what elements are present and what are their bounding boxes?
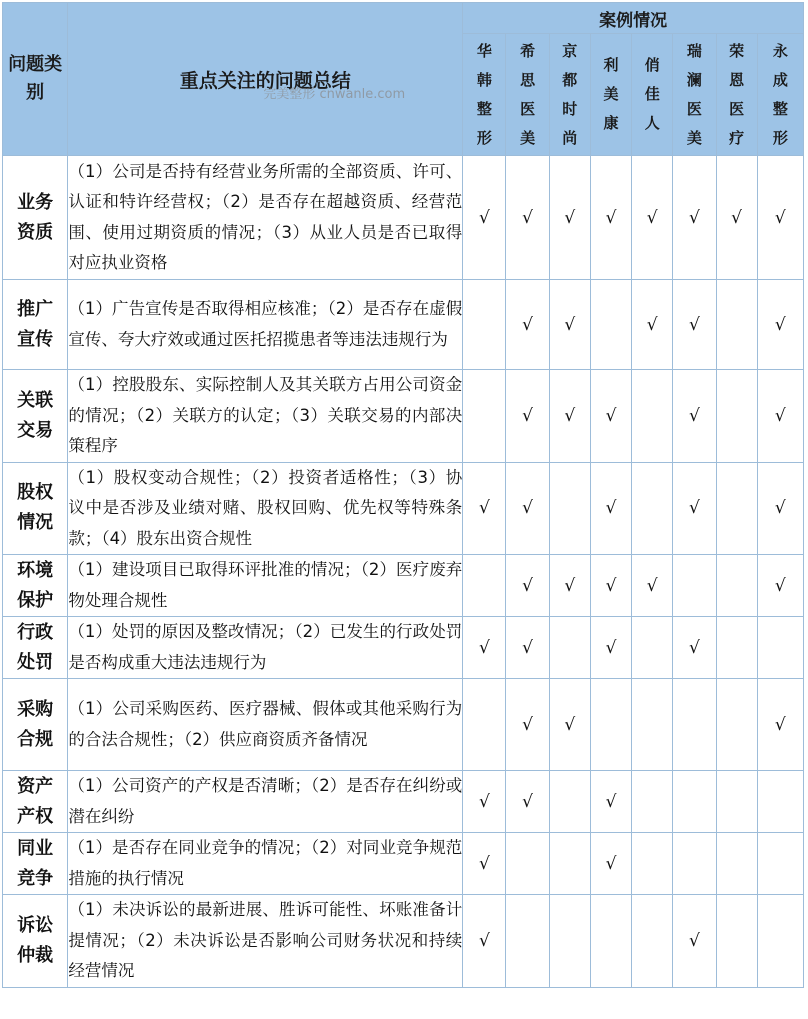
row-category: 诉讼 仲裁 <box>3 895 68 988</box>
row-category: 关联 交易 <box>3 370 68 463</box>
empty-cell <box>632 895 673 988</box>
check-mark: √ <box>506 771 549 833</box>
empty-cell <box>463 370 506 463</box>
check-mark: √ <box>757 156 803 280</box>
row-category: 推广 宣传 <box>3 280 68 370</box>
check-mark: √ <box>673 462 716 555</box>
row-summary: （1）公司是否持有经营业务所需的全部资质、许可、认证和特许经营权；（2）是否存在超越资质、经营范围、使用过期资质的情况；（3）从业人员是否已取得对应执业资格 <box>68 156 463 280</box>
case-summary-table <box>2 2 804 988</box>
table-row <box>3 679 804 771</box>
empty-cell <box>632 679 673 771</box>
check-mark: √ <box>506 555 549 617</box>
check-mark: √ <box>590 771 631 833</box>
company-header: 华 韩 整 形 <box>463 34 506 156</box>
empty-cell <box>716 462 757 555</box>
empty-cell <box>506 895 549 988</box>
empty-cell <box>716 617 757 679</box>
empty-cell <box>549 462 590 555</box>
empty-cell <box>549 771 590 833</box>
empty-cell <box>632 462 673 555</box>
empty-cell <box>757 617 803 679</box>
category-column-header: 问题类别 <box>3 3 68 156</box>
empty-cell <box>549 895 590 988</box>
check-mark: √ <box>549 555 590 617</box>
check-mark: √ <box>506 370 549 463</box>
empty-cell <box>716 280 757 370</box>
check-mark: √ <box>590 156 631 280</box>
check-mark: √ <box>590 617 631 679</box>
company-header: 俏 佳 人 <box>632 34 673 156</box>
table-row <box>3 156 804 280</box>
empty-cell <box>463 679 506 771</box>
company-header: 永 成 整 形 <box>757 34 803 156</box>
check-mark: √ <box>590 555 631 617</box>
table-row <box>3 370 804 463</box>
check-mark: √ <box>463 462 506 555</box>
check-mark: √ <box>463 895 506 988</box>
empty-cell <box>716 679 757 771</box>
row-summary: （1）建设项目已取得环评批准的情况；（2）医疗废弃物处理合规性 <box>68 555 463 617</box>
row-category: 资产 产权 <box>3 771 68 833</box>
check-mark: √ <box>590 370 631 463</box>
check-mark: √ <box>463 156 506 280</box>
row-category: 同业 竞争 <box>3 833 68 895</box>
row-summary: （1）处罚的原因及整改情况；（2）已发生的行政处罚是否构成重大违法违规行为 <box>68 617 463 679</box>
empty-cell <box>590 679 631 771</box>
empty-cell <box>463 280 506 370</box>
check-mark: √ <box>673 280 716 370</box>
check-mark: √ <box>506 156 549 280</box>
empty-cell <box>632 833 673 895</box>
empty-cell <box>716 895 757 988</box>
row-category: 股权 情况 <box>3 462 68 555</box>
table-row <box>3 833 804 895</box>
empty-cell <box>673 771 716 833</box>
check-mark: √ <box>673 156 716 280</box>
check-mark: √ <box>757 370 803 463</box>
check-mark: √ <box>506 617 549 679</box>
empty-cell <box>632 370 673 463</box>
check-mark: √ <box>673 617 716 679</box>
cases-group-header: 案例情况 <box>463 3 804 34</box>
empty-cell <box>716 555 757 617</box>
empty-cell <box>506 833 549 895</box>
check-mark: √ <box>463 833 506 895</box>
check-mark: √ <box>716 156 757 280</box>
empty-cell <box>757 895 803 988</box>
check-mark: √ <box>632 555 673 617</box>
watermark: 完美整形 cnwanle.com <box>263 87 406 102</box>
row-category: 行政 处罚 <box>3 617 68 679</box>
empty-cell <box>549 833 590 895</box>
check-mark: √ <box>590 462 631 555</box>
table-row <box>3 617 804 679</box>
check-mark: √ <box>632 156 673 280</box>
empty-cell <box>757 771 803 833</box>
row-summary: （1）未决诉讼的最新进展、胜诉可能性、坏账准备计提情况；（2）未决诉讼是否影响公司财务状况和持续经营情况 <box>68 895 463 988</box>
check-mark: √ <box>549 679 590 771</box>
row-category: 业务 资质 <box>3 156 68 280</box>
empty-cell <box>632 617 673 679</box>
check-mark: √ <box>506 679 549 771</box>
row-category: 环境 保护 <box>3 555 68 617</box>
row-summary: （1）公司资产的产权是否清晰；（2）是否存在纠纷或潜在纠纷 <box>68 771 463 833</box>
empty-cell <box>716 370 757 463</box>
row-category: 采购 合规 <box>3 679 68 771</box>
empty-cell <box>716 833 757 895</box>
check-mark: √ <box>757 679 803 771</box>
table-row <box>3 280 804 370</box>
empty-cell <box>757 833 803 895</box>
check-mark: √ <box>549 370 590 463</box>
check-mark: √ <box>506 280 549 370</box>
company-header: 荣 恩 医 疗 <box>716 34 757 156</box>
empty-cell <box>673 555 716 617</box>
row-summary: （1）广告宣传是否取得相应核准；（2）是否存在虚假宣传、夸大疗效或通过医托招揽患者等违法违规行为 <box>68 280 463 370</box>
summary-column-header: 重点关注的问题总结 完美整形 cnwanle.com <box>68 3 463 156</box>
company-header: 希 思 医 美 <box>506 34 549 156</box>
check-mark: √ <box>673 895 716 988</box>
table-row <box>3 555 804 617</box>
check-mark: √ <box>757 555 803 617</box>
row-summary: （1）是否存在同业竞争的情况；（2）对同业竞争规范措施的执行情况 <box>68 833 463 895</box>
row-summary: （1）公司采购医药、医疗器械、假体或其他采购行为的合法合规性；（2）供应商资质齐备情况 <box>68 679 463 771</box>
check-mark: √ <box>549 156 590 280</box>
check-mark: √ <box>632 280 673 370</box>
empty-cell <box>590 895 631 988</box>
empty-cell <box>463 555 506 617</box>
row-summary: （1）股权变动合规性；（2）投资者适格性；（3）协议中是否涉及业绩对赌、股权回购、优先权等特殊条款；（4）股东出资合规性 <box>68 462 463 555</box>
table-row <box>3 771 804 833</box>
empty-cell <box>632 771 673 833</box>
check-mark: √ <box>757 280 803 370</box>
row-summary: （1）控股股东、实际控制人及其关联方占用公司资金的情况；（2）关联方的认定；（3）关联交易的内部决策程序 <box>68 370 463 463</box>
company-header: 利 美 康 <box>590 34 631 156</box>
check-mark: √ <box>590 833 631 895</box>
empty-cell <box>716 771 757 833</box>
check-mark: √ <box>463 771 506 833</box>
table-row <box>3 895 804 988</box>
check-mark: √ <box>673 370 716 463</box>
check-mark: √ <box>463 617 506 679</box>
check-mark: √ <box>506 462 549 555</box>
empty-cell <box>549 617 590 679</box>
empty-cell <box>673 833 716 895</box>
check-mark: √ <box>549 280 590 370</box>
empty-cell <box>590 280 631 370</box>
table-row <box>3 462 804 555</box>
company-header: 京 都 时 尚 <box>549 34 590 156</box>
company-header: 瑞 澜 医 美 <box>673 34 716 156</box>
check-mark: √ <box>757 462 803 555</box>
empty-cell <box>673 679 716 771</box>
